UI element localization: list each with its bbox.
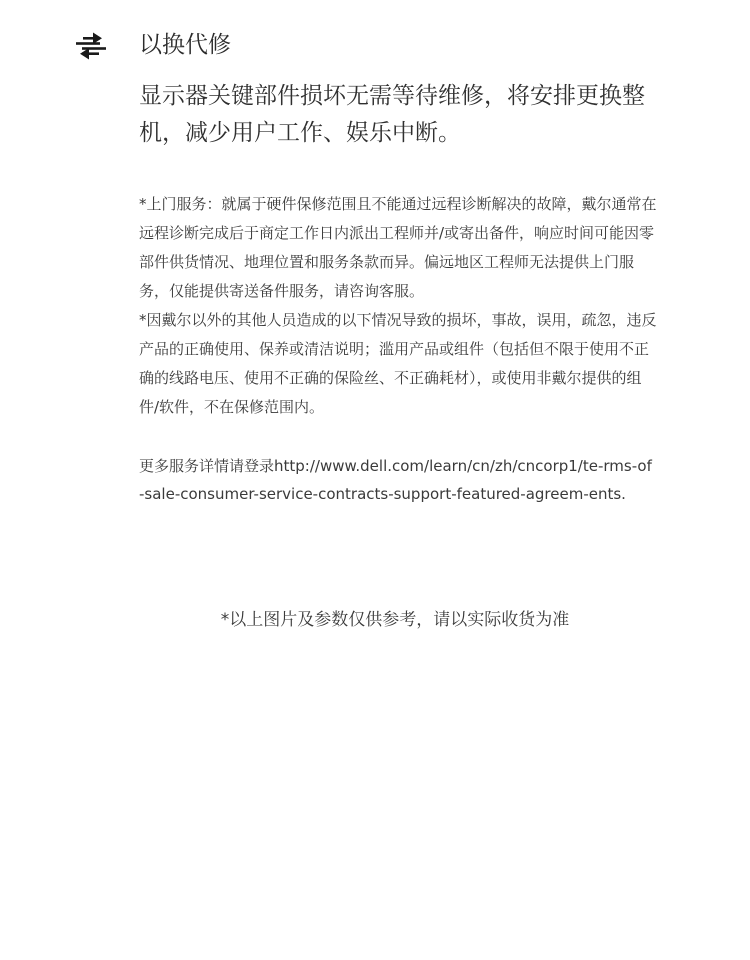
service-notes bbox=[139, 190, 659, 422]
section-title: 以换代修 bbox=[139, 32, 231, 58]
image-disclaimer: *以上图片及参数仅供参考，请以实际收货为准 bbox=[220, 610, 570, 630]
more-info-text: 更多服务详情请登录http://www.dell.com/learn/cn/zh/cncorp1/te-rms-of-sale-consumer-service-contracts-support-featured-agreem-ents. bbox=[139, 457, 652, 503]
onsite-service-note: *上门服务：就属于硬件保修范围且不能通过远程诊断解决的故障，戴尔通常在远程诊断完成后于商定工作日内派出工程师并/或寄出备件，响应时间可能因零部件供货情况、地理位置和服务条款而异。偏远地区工程师无法提供上门服务，仅能提供寄送备件服务，请咨询客服。 bbox=[139, 195, 657, 300]
warranty-exclusion-note: *因戴尔以外的其他人员造成的以下情况导致的损坏，事故，误用，疏忽，违反产品的正确使用、保养或清洁说明；滥用产品或组件（包括但不限于使用不正确的线路电压、使用不正确的保险丝、不正确耗材），或使用非戴尔提供的组件/软件，不在保修范围内。 bbox=[139, 311, 657, 416]
section-lead-text: 显示器关键部件损坏无需等待维修，将安排更换整机，减少用户工作、娱乐中断。 bbox=[139, 83, 645, 146]
section-header bbox=[76, 28, 231, 64]
swap-arrows-icon bbox=[76, 31, 106, 61]
